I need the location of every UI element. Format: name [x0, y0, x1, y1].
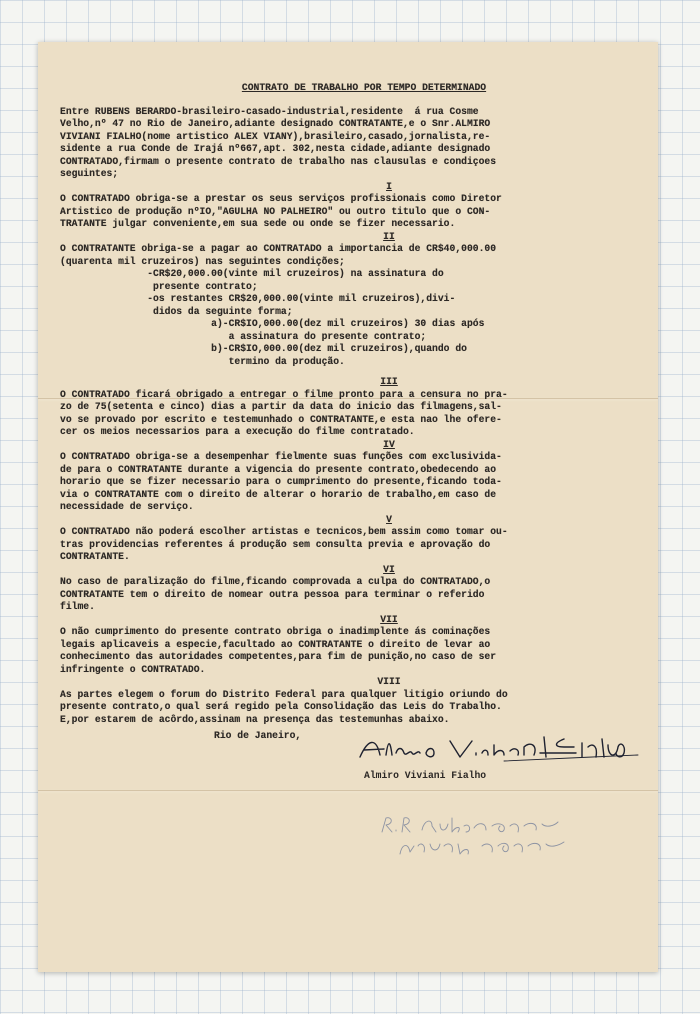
contract-paper	[38, 42, 658, 972]
typed-contract-text	[60, 82, 658, 743]
contract-title: CONTRATO DE TRABALHO POR TEMPO DETERMINADO	[241, 82, 487, 93]
clause-text-2: O CONTRATANTE obriga-se a pagar ao CONTRATADO a importancia de CR$40,000.00 (quarenta mil cruzeiros) nas seguintes condições; -CR$20,000.00(vinte mil cruzeiros) na assinatura do presente contrato; -os restantes CR$20,000.00(vinte mil cruzeiros),divi- didos da seguinte forma; a)-CR$IO,000.00(dez mil cruzeiros) 30 dias após a assinatura do presente contrato; b)-CR$IO,000.00(dez mil cruzeiros),quando do termino da produção.	[60, 243, 497, 367]
clause-text-3: O CONTRATADO ficará obrigado a entregar o filme pronto para a censura no pra- zo de 75(setenta e cinco) dias a partir da data do inicio das filmagens,sal- vo se provado por escrito e testemunhado o CONTRATANTE,e esta nao lhe ofere- cer os meios necessarios para a execução do filme contratado.	[60, 388, 508, 437]
clause-text-4: O CONTRATADO obriga-se a desempenhar fielmente suas funções com exclusivida- de para o CONTRATANTE durante a vigencia do presente contrato,obedecendo ao horario que se fizer necessario para o cumprimento do presente,ficando toda- via o CONTRATANTE com o direito de alterar o horario de trabalho,em caso de necessidade de serviço.	[60, 451, 502, 512]
pencil-initials-note	[378, 814, 578, 860]
clause-text-6: No caso de paralização do filme,ficando comprovada a culpa do CONTRATADO,o CONTRATANTE tem o direito de nomear outra pessoa para terminar o referido filme.	[60, 576, 491, 612]
paper-fold-crease-lower	[38, 790, 658, 791]
signatory-name: Almiro Viviani Fialho	[364, 770, 487, 781]
clause-number-6: VI	[383, 563, 395, 575]
clause-number-5: V	[386, 513, 392, 525]
clause-number-7: VII	[380, 613, 398, 625]
clause-text-1: O CONTRATADO obriga-se a prestar os seus serviços profissionais como Diretor Artistico de produção nºIO,"AGULHA NO PALHEIRO" ou outro titulo que o CON- TRATANTE julgar conveniente,em sua sede ou onde se fizer necessario.	[60, 193, 502, 229]
handwritten-signature	[354, 735, 644, 765]
clause-number-2: II	[383, 230, 395, 242]
clause-number-3: III	[380, 376, 398, 387]
clause-number-1: I	[386, 180, 392, 192]
clause-text-7: O não cumprimento do presente contrato obriga o inadimplente ás cominações legais aplicaveis a especie,facultado ao CONTRATANTE o direito de levar ao conhecimento das autoridades competentes,para fim de punição,no caso de ser infringente o CONTRATADO.	[60, 626, 497, 675]
clause-text-8: As partes elegem o forum do Distrito Federal para qualquer litigio oriundo do presente contrato,o qual será regido pela Consolidação das Leis do Trabalho. E,por estarem de acôrdo,assinam na presença das testemunhas abaixo.	[60, 688, 508, 725]
contract-intro: Entre RUBENS BERARDO-brasileiro-casado-industrial,residente á rua Cosme Velho,nº 47 no Rio de Janeiro,adiante designado CONTRATANTE,e o Snr.ALMIRO VIVIANI FIALHO(nome artistico ALEX VIANY),brasileiro,casado,jornalista,re- sidente a rua Conde de Irajá nº667,apt. 302,nesta cidade,adiante designado CONTRATADO,firmam o presente contrato de trabalho nas clausulas e condiçoes seguintes;	[60, 105, 497, 179]
clause-text-5: O CONTRATADO não poderá escolher artistas e tecnicos,bem assim como tomar ou- tras providencias referentes á produção sem consulta previa e aprovação do CONTRATANTE.	[60, 526, 508, 562]
clause-number-4: IV	[383, 438, 395, 450]
clause-number-8: VIII	[377, 676, 401, 687]
place-line: Rio de Janeiro,	[214, 730, 302, 741]
